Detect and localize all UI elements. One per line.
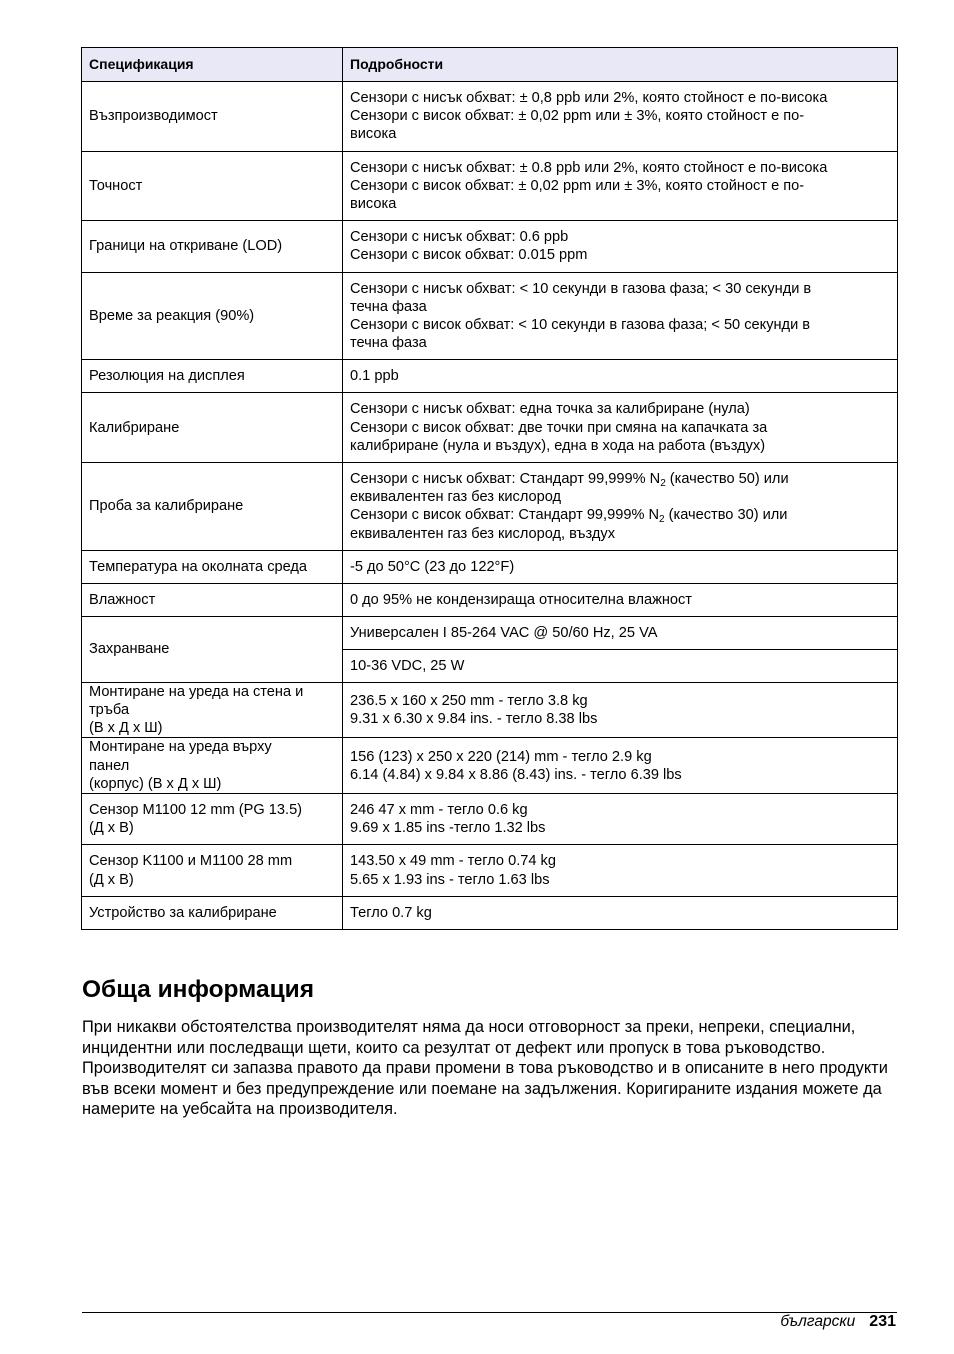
cell-line: Влажност — [89, 591, 156, 608]
spec-cell — [82, 794, 343, 845]
subscript: 2 — [660, 478, 666, 490]
cell-line: Сензори с нисък обхват: < 10 секунди в газова фаза; < 30 секунди в — [350, 280, 812, 297]
details-cell — [343, 682, 898, 738]
cell-line: Сензори с висок обхват: ± 0,02 ppm или ± 3%, която стойност е по- — [350, 177, 805, 194]
details-cell — [343, 896, 898, 929]
cell-line: Сензори с висок обхват: две точки при смяна на капачката за — [350, 419, 768, 436]
cell-line: Точност — [89, 177, 143, 194]
spec-cell — [82, 360, 343, 393]
spec-cell — [82, 82, 343, 152]
table-row — [82, 221, 898, 272]
cell-line: течна фаза — [350, 298, 427, 315]
footer-language: български — [780, 1313, 856, 1330]
spec-cell — [82, 463, 343, 551]
spec-cell — [82, 151, 343, 221]
cell-line: Сензори с нисък обхват: ± 0.8 ppb или 2%, която стойност е по-висока — [350, 159, 828, 176]
cell-line: (корпус) (В x Д x Ш) — [89, 775, 222, 792]
cell-line: Сензор M1100 12 mm (PG 13.5) — [89, 802, 303, 819]
spec-cell — [82, 682, 343, 738]
cell-line: панел — [89, 757, 130, 774]
table-body — [82, 82, 898, 930]
table-row — [82, 272, 898, 360]
text-run: Сензори с висок обхват: Стандарт 99,999% N — [350, 507, 660, 524]
table-row — [82, 393, 898, 463]
page-number: 231 — [869, 1313, 896, 1330]
details-cell — [343, 738, 898, 794]
details-cell — [343, 82, 898, 152]
text-run: (качество 30) или — [664, 507, 788, 524]
footer-divider — [82, 1312, 897, 1313]
cell-line: 5.65 x 1.93 ins - тегло 1.63 lbs — [350, 871, 550, 888]
cell-line: (Д x В) — [89, 820, 134, 837]
cell-line: Сензори с висок обхват: ± 0,02 ppm или ± 3%, която стойност е по- — [350, 108, 805, 125]
spec-cell — [82, 550, 343, 583]
cell-line: 0 до 95% не кондензираща относителна влажност — [350, 591, 692, 608]
cell-line: висока — [350, 126, 397, 143]
spec-cell — [82, 738, 343, 794]
table-row — [82, 738, 898, 794]
table-row — [82, 616, 898, 649]
table-row — [82, 896, 898, 929]
table-row — [82, 682, 898, 738]
disclaimer-paragraph: При никакви обстоятелства производителят няма да носи отговорност за преки, непреки, специални, инцидентни или последващи щети, които са резултат от дефект или пропуск в това ръководство. Производителят си запазва правото да прави промени в това ръководство и в описаните в него продукти във всеки момент и без предупреждение или поемане на задължения. Коригираните издания можете да намерите на уебсайта на производителя. — [82, 1018, 888, 1119]
details-cell — [343, 550, 898, 583]
details-cell — [343, 845, 898, 896]
cell-line — [350, 506, 890, 524]
cell-line: (В x Д x Ш) — [89, 720, 163, 737]
table-row — [82, 583, 898, 616]
cell-line: Калибриране — [89, 419, 180, 436]
cell-line: 9.31 x 6.30 x 9.84 ins. - тегло 8.38 lbs — [350, 711, 598, 728]
details-cell — [343, 393, 898, 463]
details-cell — [343, 221, 898, 272]
cell-line: 236.5 x 160 x 250 mm - тегло 3.8 kg — [350, 692, 588, 709]
details-cell — [343, 463, 898, 551]
specifications-table — [81, 47, 898, 930]
details-cell: Универсален I 85-264 VAC @ 50/60 Hz, 25 VA — [343, 616, 898, 649]
text-run: Сензори с нисък обхват: Стандарт 99,999% N — [350, 471, 661, 488]
cell-line: 6.14 (4.84) x 9.84 x 8.86 (8.43) ins. - тегло 6.39 lbs — [350, 766, 682, 783]
cell-line: Време за реакция (90%) — [89, 307, 255, 324]
details-cell — [343, 360, 898, 393]
cell-line: (Д x В) — [89, 871, 134, 888]
cell-line: 156 (123) x 250 x 220 (214) mm - тегло 2.9 kg — [350, 748, 652, 765]
spec-cell — [82, 616, 343, 682]
table-row — [82, 82, 898, 152]
cell-line: Възпроизводимост — [89, 108, 218, 125]
cell-line: еквивалентен газ без кислород — [350, 489, 562, 506]
cell-line: Тегло 0.7 kg — [350, 904, 432, 921]
cell-line: Устройство за калибриране — [89, 904, 277, 921]
header-spec: Спецификация — [82, 48, 343, 82]
table-row — [82, 463, 898, 551]
details-cell — [343, 272, 898, 360]
spec-cell — [82, 221, 343, 272]
text-run: (качество 50) или — [665, 471, 789, 488]
cell-line: Монтиране на уреда на стена и — [89, 683, 304, 700]
cell-line: висока — [350, 196, 397, 213]
cell-line: Сензори с висок обхват: < 10 секунди в газова фаза; < 50 секунди в — [350, 317, 811, 334]
cell-line: 246 47 x mm - тегло 0.6 kg — [350, 802, 528, 819]
cell-line: Сензори с нисък обхват: 0.6 ppb — [350, 229, 569, 246]
details-cell — [343, 583, 898, 616]
cell-line: Сензори с нисък обхват: ± 0,8 ppb или 2%, която стойност е по-висока — [350, 90, 828, 106]
details-cell — [343, 151, 898, 221]
cell-line: -5 до 50°C (23 до 122°F) — [350, 558, 515, 575]
table-row — [82, 360, 898, 393]
cell-line: 0.1 ppb — [350, 368, 399, 385]
cell-line: 143.50 x 49 mm - тегло 0.74 kg — [350, 853, 556, 870]
details-cell: 10-36 VDC, 25 W — [343, 649, 898, 682]
section-title: Обща информация — [82, 976, 315, 1003]
cell-line: Резолюция на дисплея — [89, 368, 245, 385]
cell-line: Сензори с висок обхват: 0.015 ppm — [350, 247, 588, 264]
table-row — [82, 794, 898, 845]
details-cell — [343, 794, 898, 845]
spec-cell — [82, 845, 343, 896]
page-footer — [780, 1312, 896, 1332]
cell-line: Монтиране на уреда върху — [89, 739, 272, 756]
spec-cell — [82, 896, 343, 929]
table-row — [82, 550, 898, 583]
cell-line: Проба за калибриране — [89, 498, 244, 515]
table-row — [82, 845, 898, 896]
header-details: Подробности — [343, 48, 898, 82]
spec-cell — [82, 393, 343, 463]
cell-line: течна фаза — [350, 335, 427, 352]
cell-line: Захранване — [89, 641, 170, 658]
table-row — [82, 151, 898, 221]
table-header-row — [82, 48, 898, 82]
spec-cell — [82, 272, 343, 360]
cell-line: еквивалентен газ без кислород, въздух — [350, 525, 616, 542]
cell-line: 9.69 x 1.85 ins -тегло 1.32 lbs — [350, 820, 546, 837]
cell-line: тръба — [89, 702, 130, 719]
spec-cell — [82, 583, 343, 616]
cell-line: Сензори с нисък обхват: една точка за калибриране (нула) — [350, 401, 750, 418]
cell-line: Температура на околната среда — [89, 558, 308, 575]
cell-line: Граници на откриване (LOD) — [89, 238, 283, 255]
subscript: 2 — [659, 514, 665, 526]
cell-line: Сензор K1100 и M1100 28 mm — [89, 853, 293, 870]
cell-line — [350, 470, 890, 488]
cell-line: калибриране (нула и въздух), една в хода на работа (въздух) — [350, 437, 766, 454]
